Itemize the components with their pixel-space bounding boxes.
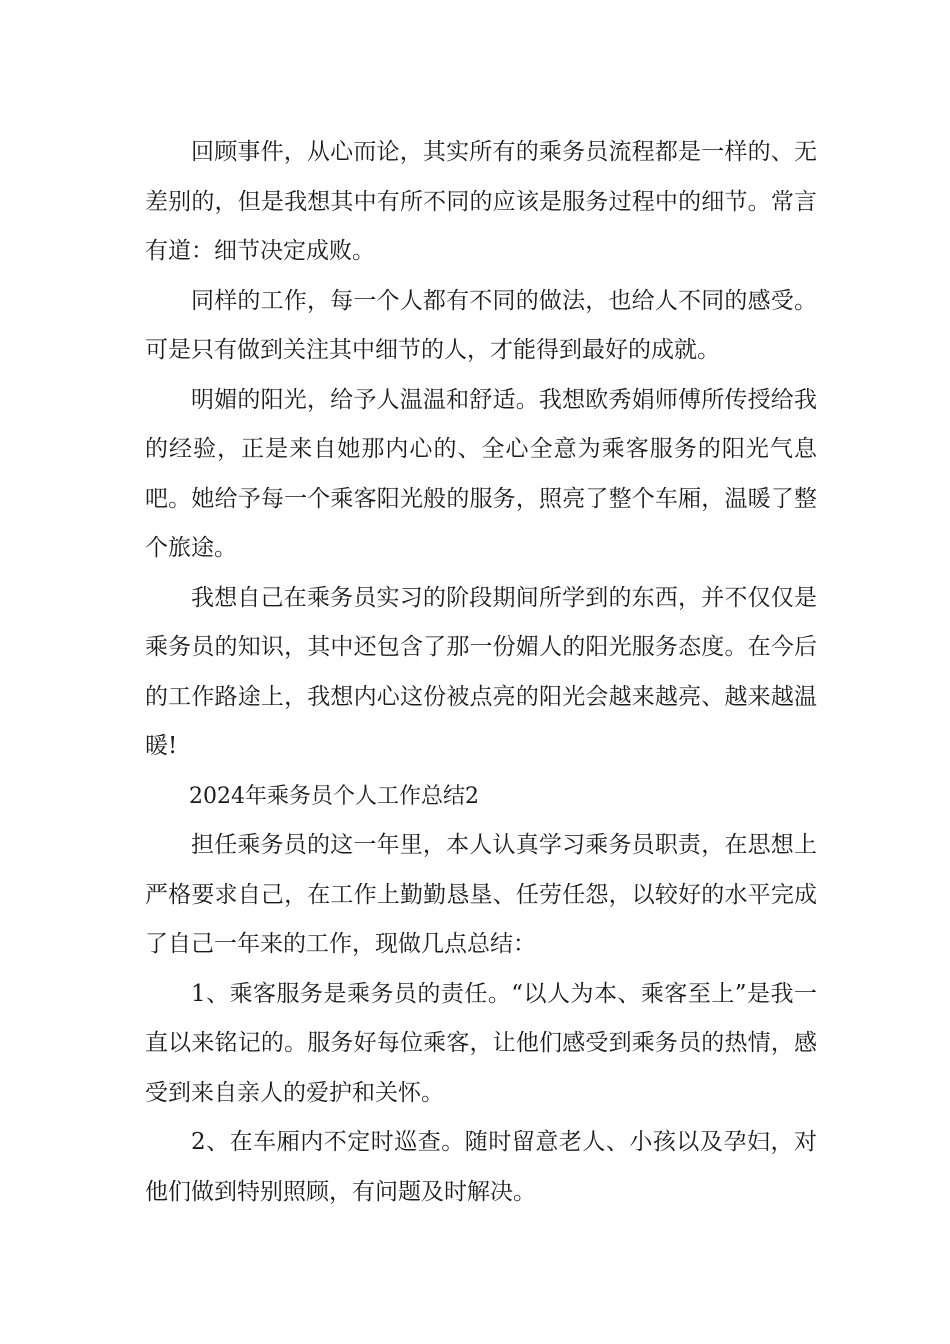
paragraph-point-1: 1、乘客服务是乘务员的责任。“以人为本、乘客至上”是我一直以来铭记的。服务好每位乘客，让他们感受到乘务员的热情，感受到来自亲人的爱护和关怀。 bbox=[145, 980, 817, 1106]
paragraph-same-work: 同样的工作，每一个人都有不同的做法，也给人不同的感受。可是只有做到关注其中细节的人，才能得到最好的成就。 bbox=[145, 287, 817, 363]
paragraph-review: 回顾事件，从心而论，其实所有的乘务员流程都是一样的、无差别的，但是我想其中有所不同的应该是服务过程中的细节。常言有道：细节决定成败。 bbox=[145, 139, 817, 264]
document-body bbox=[145, 128, 817, 1217]
section-heading: 2024年乘务员个人工作总结2 bbox=[189, 783, 479, 809]
paragraph-year-summary: 担任乘务员的这一年里，本人认真学习乘务员职责，在思想上严格要求自己，在工作上勤勤恳垦、任劳任怨，以较好的水平完成了自己一年来的工作，现做几点总结： bbox=[145, 832, 817, 957]
paragraph-sunshine: 明媚的阳光，给予人温温和舒适。我想欧秀娟师傅所传授给我的经验，正是来自她那内心的、全心全意为乘客服务的阳光气息吧。她给予每一个乘客阳光般的服务，照亮了整个车厢，温暖了整个旅途。 bbox=[145, 386, 817, 561]
paragraph-internship: 我想自己在乘务员实习的阶段期间所学到的东西，并不仅仅是乘务员的知识，其中还包含了那一份媚人的阳光服务态度。在今后的工作路途上，我想内心这份被点亮的阳光会越来越亮、越来越温暖! bbox=[145, 584, 817, 759]
paragraph-point-2: 2、在车厢内不定时巡查。随时留意老人、小孩以及孕妇，对他们做到特别照顾，有问题及时解决。 bbox=[145, 1129, 817, 1205]
